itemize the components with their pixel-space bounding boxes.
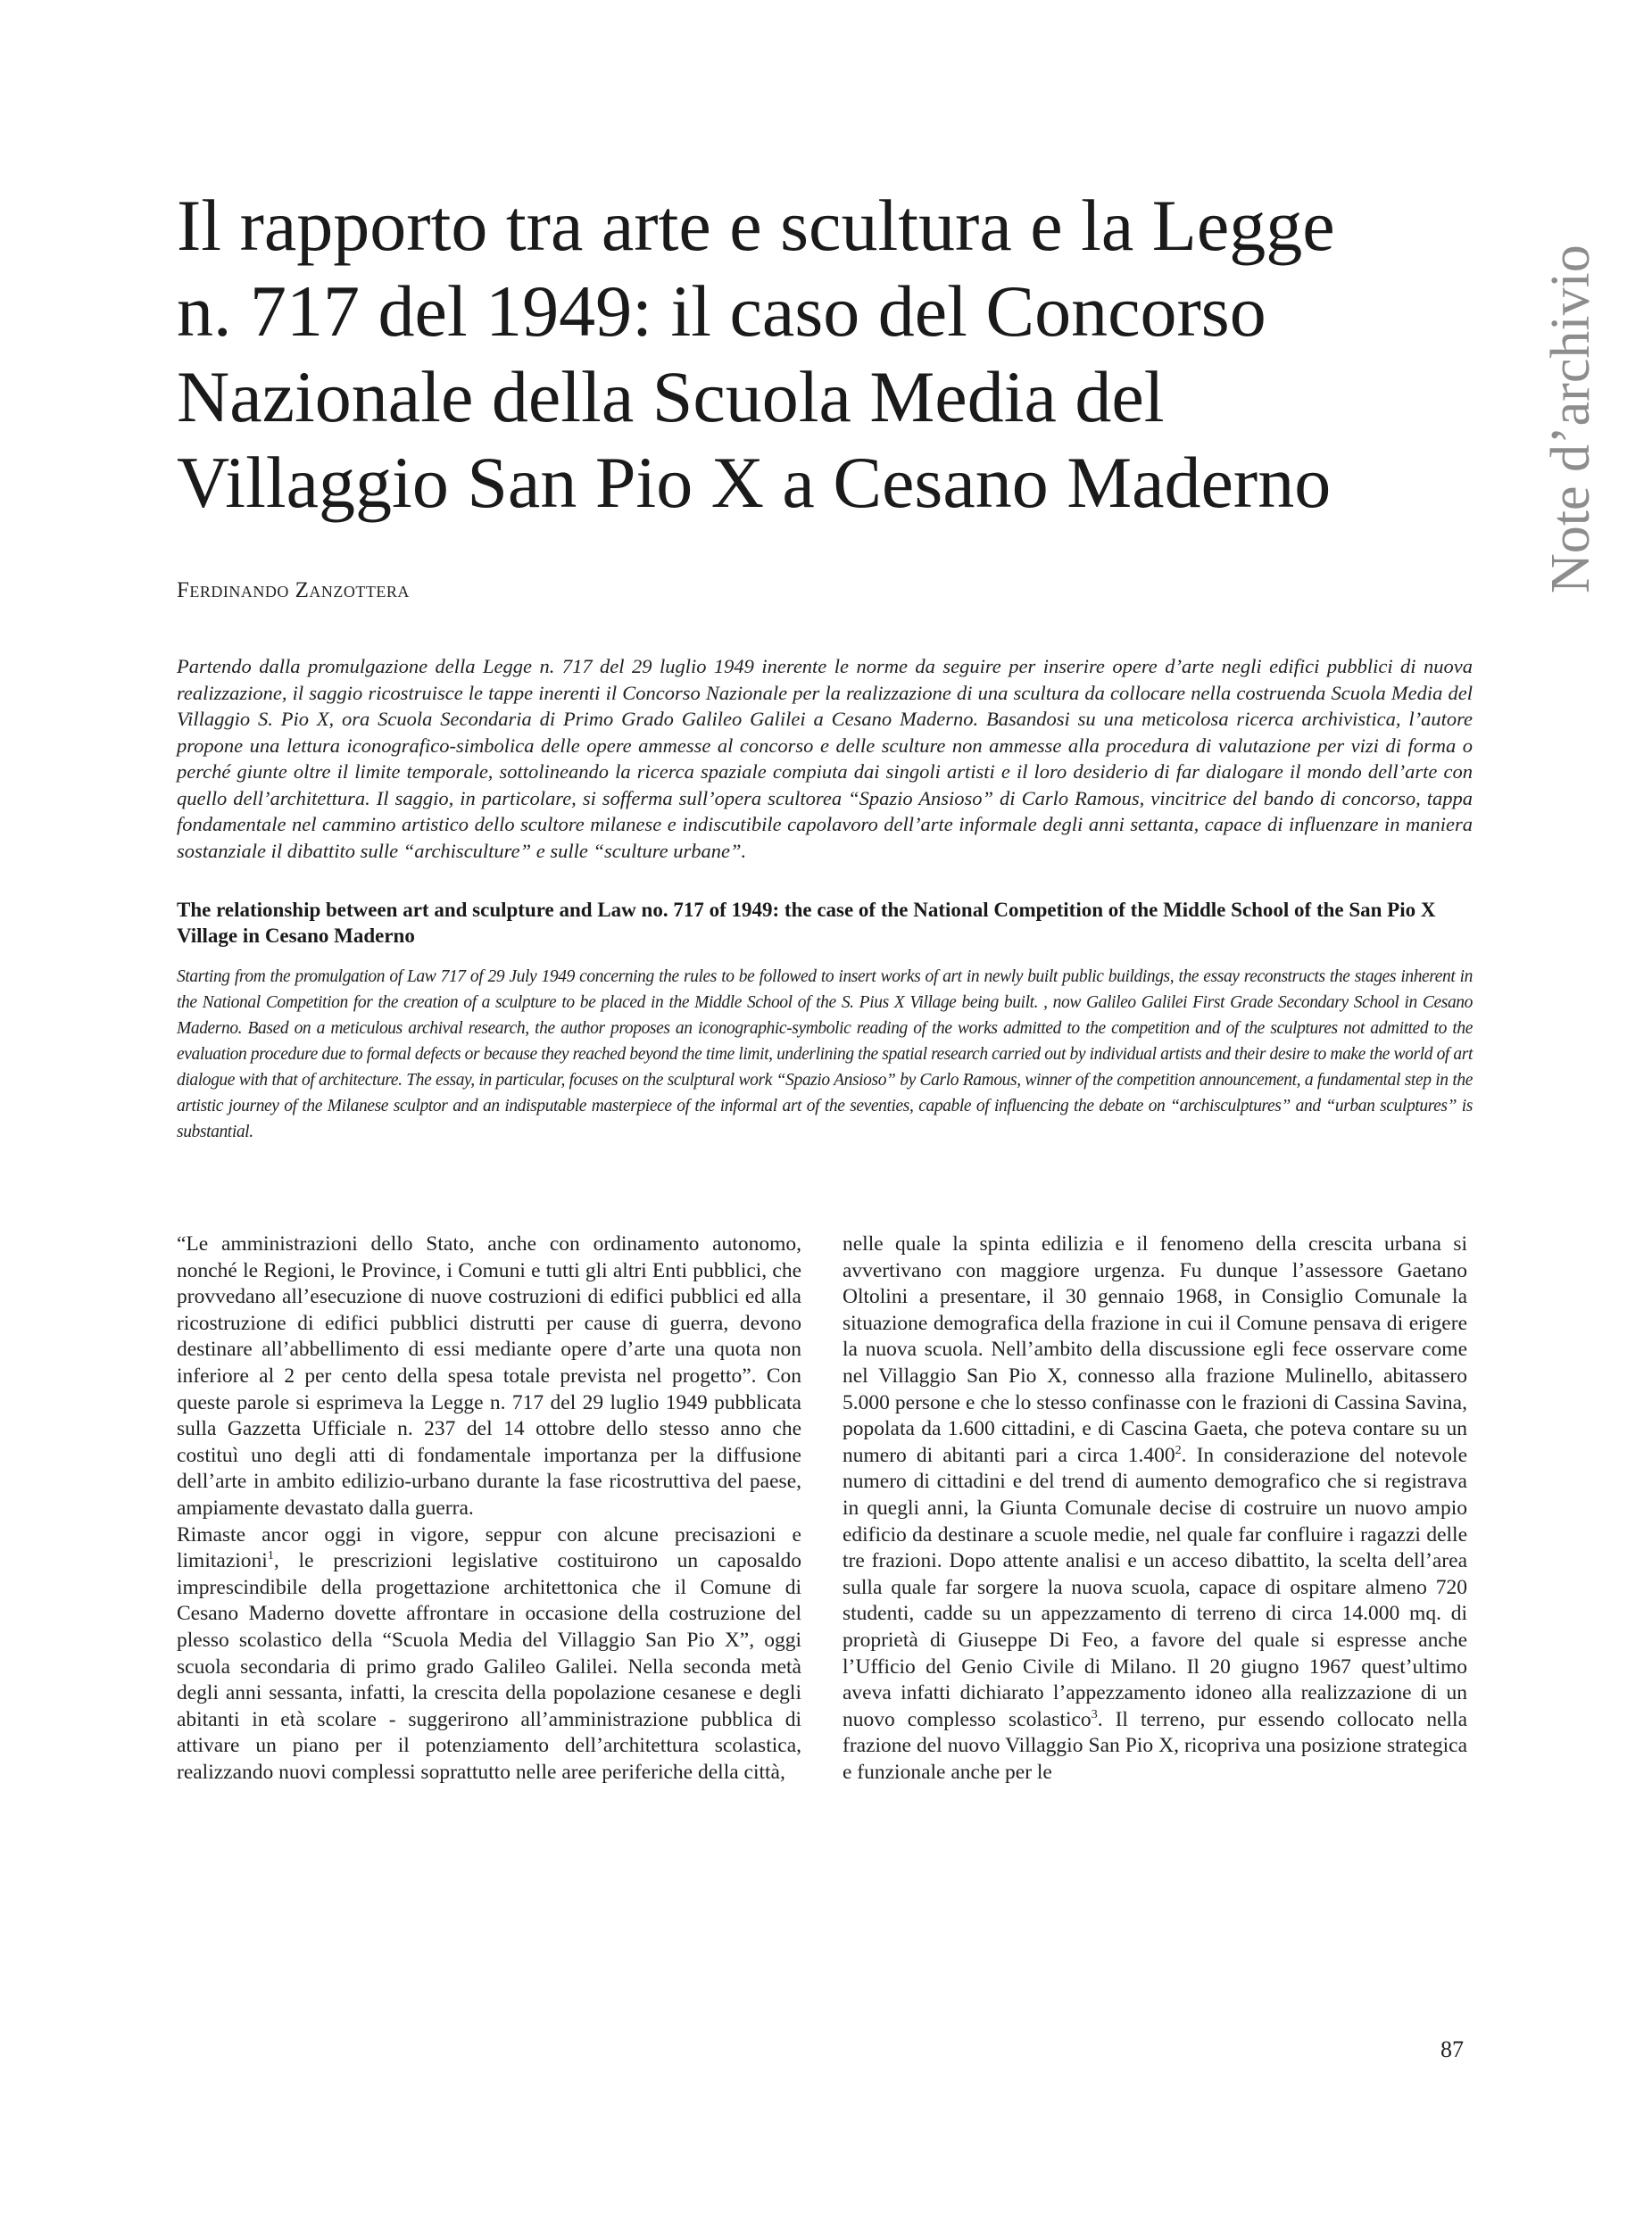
author-name: Ferdinando Zanzottera: [177, 578, 410, 602]
section-label: Note d’archivio: [1540, 245, 1601, 593]
body-paragraph: [843, 1231, 1467, 1786]
article-title: [177, 183, 1462, 526]
page-number: 87: [1440, 2036, 1464, 2062]
body-text: . In considerazione del notevole numero di cittadini e del trend di aumento demografico che si registrava in quegli anni, la Giunta Comunale decise di costruire un nuovo ampio edificio da destinare a scuole medie, nel quale far confluire i ragazzi delle tre frazioni. Dopo attente analisi e un acceso dibattito, la scelta dell’area sulla quale far sorgere la nuova scuola, capace di ospitare almeno 720 studenti, cadde su un appezzamento di terreno di circa 14.000 mq. di proprietà di Giuseppe Di Feo, a favore del quale si espresse anche l’Ufficio del Genio Civile di Milano. Il 20 giugno 1967 quest’ultimo aveva infatti dichiarato l’appezzamento idoneo alla realizzazione di un nuovo complesso scolastico: [843, 1443, 1468, 1731]
body-text: . Il terreno, pur essendo collocato nella frazione del nuovo Villaggio San Pio X, ricopriva una posizione strategica e funzionale anche per le: [843, 1707, 1467, 1784]
abstract-english: Starting from the promulgation of Law 717 of 29 July 1949 concerning the rules to be followed to insert works of art in newly built public buildings, the essay reconstructs the stages inherent in the National Competition for the creation of a sculpture to be placed in the Middle School of the S. Pius X Village being built. , now Galileo Galilei First Grade Secondary School in Cesano Maderno. Based on a meticulous archival research, the author proposes an iconographic-symbolic reading of the works admitted to the competition and of the sculptures not admitted to the evaluation procedure due to formal defects or because they reached beyond the time limit, underlining the spatial research carried out by individual artists and their desire to make the world of art dialogue with that of architecture. The essay, in particular, focuses on the sculptural work “Spazio Ansioso” by Carlo Ramous, winner of the competition announcement, a fundamental step in the artistic journey of the Milanese sculptor and an indisputable masterpiece of the informal art of the seventies, capable of influencing the debate on “archisculptures” and “urban sculptures” is substantial.: [177, 967, 1473, 1141]
body-paragraph: [177, 1522, 801, 1787]
title-line: Nazionale della Scuola Media del: [177, 356, 1165, 437]
title-line: Villaggio San Pio X a Cesano Maderno: [177, 442, 1332, 523]
title-line: Il rapporto tra arte e scultura e la Legge: [177, 185, 1335, 266]
footnote-marker[interactable]: 3: [1091, 1707, 1098, 1721]
body-paragraph: “Le amministrazioni dello Stato, anche con ordinamento autonomo, nonché le Regioni, le Province, i Comuni e tutti gli altri Enti pubblici, che provvedano all’esecuzione di nuove costruzioni di edifici pubblici ed alla ricostruzione di edifici pubblici distrutti per cause di guerra, devono destinare all’abbellimento di essi mediante opere d’arte una quota non inferiore al 2 per cento della spesa totale prevista nel progetto”. Con queste parole si esprimeva la Legge n. 717 del 29 luglio 1949 pubblicata sulla Gazzetta Ufficiale n. 237 del 14 ottobre dello stesso anno che costituì uno degli atti di fondamentale importanza per la diffusione dell’arte in ambito edilizio-urbano durante la fase ricostruttiva del paese, ampiamente devastato dalla guerra.: [177, 1232, 801, 1520]
body-column-right: [843, 1231, 1467, 1786]
footnote-marker[interactable]: 2: [1175, 1443, 1182, 1457]
body-text: Rimaste ancor oggi in vigore, seppur con alcune precisazioni e limitazioni: [177, 1522, 801, 1573]
body-column-left: [177, 1231, 801, 1786]
title-line: n. 717 del 1949: il caso del Concorso: [177, 270, 1266, 352]
body-text: nelle quale la spinta edilizia e il fenomeno della crescita urbana si avvertivano con maggiore urgenza. Fu dunque l’assessore Gaetano Oltolini a presentare, il 30 gennaio 1968, in Consiglio Comunale la situazione demografica della frazione in cui il Comune pensava di erigere la nuova scuola. Nell’ambito della discussione egli fece osservare come nel Villaggio San Pio X, connesso alla frazione Mulinello, abitassero 5.000 persone e che lo stesso confinasse con le frazioni di Cassina Savina, popolata da 1.600 cittadini, e di Cascina Gaeta, che poteva contare su un numero di abitanti pari a circa 1.400: [843, 1232, 1467, 1467]
english-title: The relationship between art and sculpture and Law no. 717 of 1949: the case of the National Competition of the Middle School of the San Pio X Village in Cesano Maderno: [177, 899, 1436, 947]
footnote-marker[interactable]: 1: [267, 1549, 274, 1563]
body-text: , le prescrizioni legislative costituirono un caposaldo imprescindibile della progettazione architettonica che il Comune di Cesano Maderno dovette affrontare in occasione della costruzione del plesso scolastico della “Scuola Media del Villaggio San Pio X”, oggi scuola secondaria di primo grado Galileo Galilei. Nella seconda metà degli anni sessanta, infatti, la crescita della popolazione cesanese e degli abitanti in età scolare - suggerirono all’amministrazione pubblica di attivare un piano per il potenziamento dell’architettura scolastica, realizzando nuovi complessi soprattutto nelle aree periferiche della città,: [177, 1549, 801, 1784]
abstract-italian: Partendo dalla promulgazione della Legge n. 717 del 29 luglio 1949 inerente le norme da seguire per inserire opere d’arte negli edifici pubblici di nuova realizzazione, il saggio ricostruisce le tappe inerenti il Concorso Nazionale per la realizzazione di una scultura da collocare nella costruenda Scuola Media del Villaggio S. Pio X, ora Scuola Secondaria di Primo Grado Galileo Galilei a Cesano Maderno. Basandosi su una meticolosa ricerca archivistica, l’autore propone una lettura iconografico-simbolica delle opere ammesse al concorso e delle sculture non ammesse alla procedura di valutazione per vizi di forma o perché giunte oltre il limite temporale, sottolineando la ricerca spaziale compiuta dai singoli artisti e il loro desiderio di far dialogare il mondo dell’arte con quello dell’architettura. Il saggio, in particolare, si sofferma sull’opera scultorea “Spazio Ansioso” di Carlo Ramous, vincitrice del bando di concorso, tappa fondamentale nel cammino artistico dello scultore milanese e indiscutibile capolavoro dell’arte informale degli anni settanta, capace di influenzare in maniera sostanziale il dibattito sulle “archisculture” e sulle “sculture urbane”.: [177, 655, 1473, 862]
